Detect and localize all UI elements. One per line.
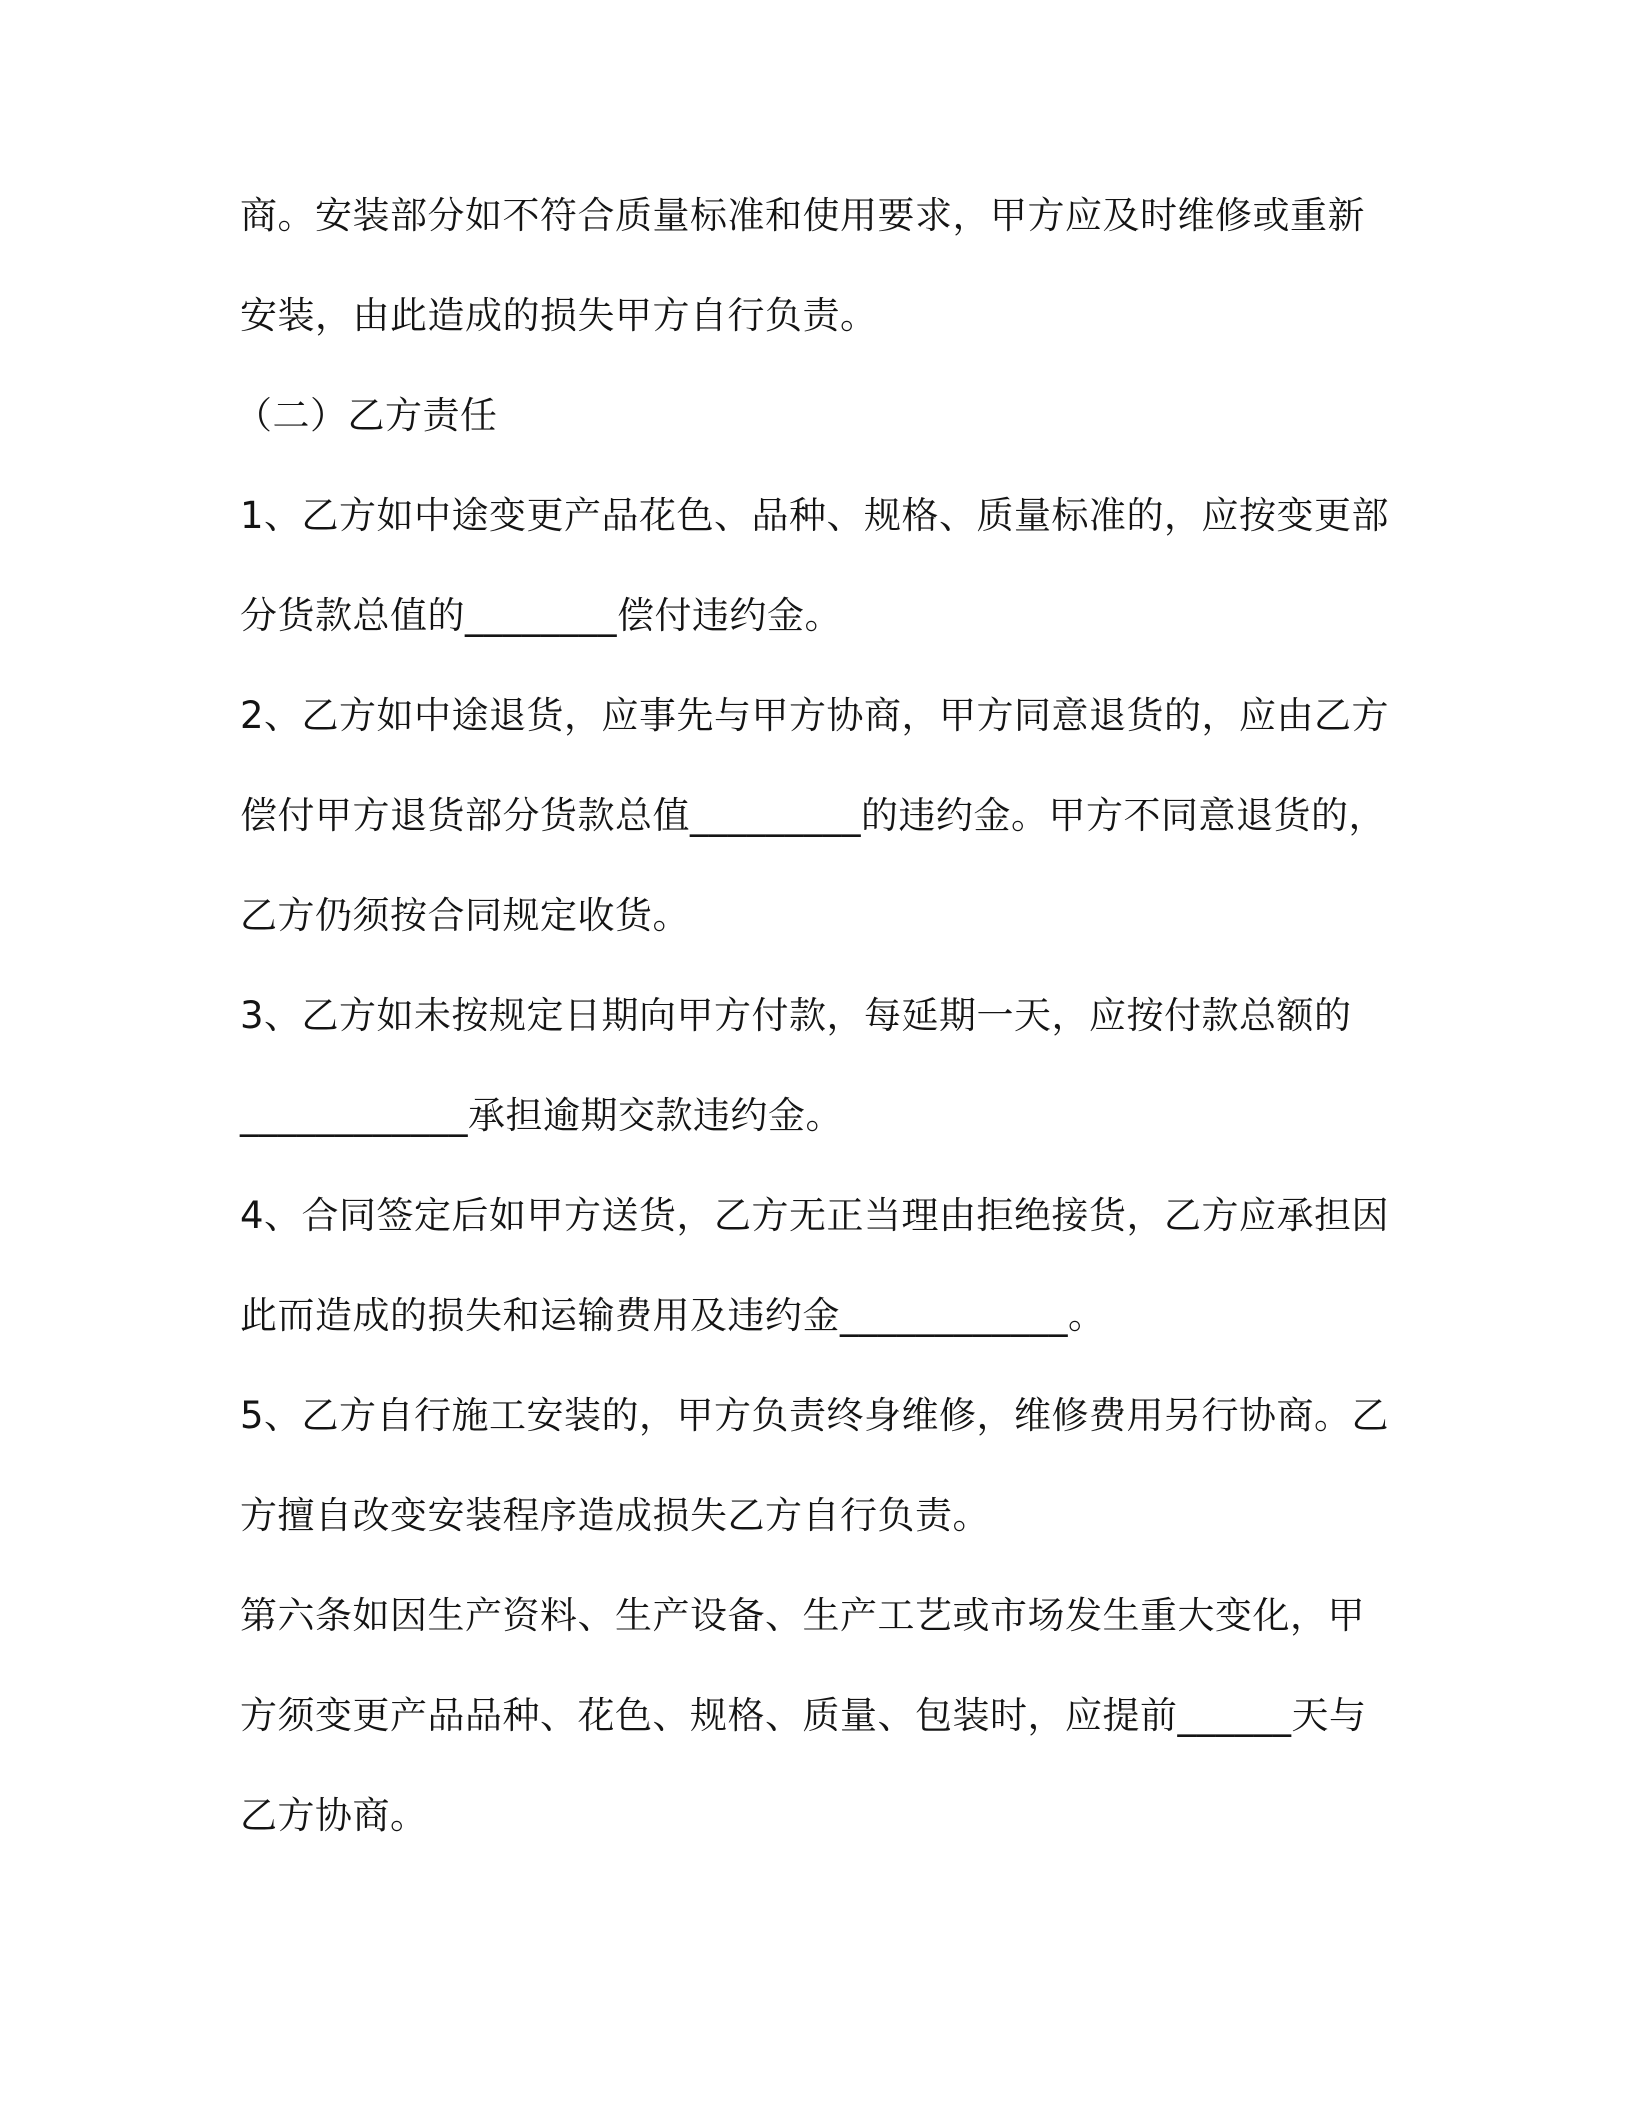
clause-4-line: 4、合同签定后如甲方送货，乙方无正当理由拒绝接货，乙方应承担因 [240, 1194, 1390, 1237]
article-6-line: 第六条如因生产资料、生产设备、生产工艺或市场发生重大变化，甲 [240, 1594, 1365, 1637]
article-6-line: 方须变更产品品种、花色、规格、质量、包装时，应提前______天与 [240, 1694, 1367, 1737]
clause-2-line: 2、乙方如中途退货，应事先与甲方协商，甲方同意退货的，应由乙方 [240, 694, 1390, 737]
article-6-line: 乙方协商。 [240, 1794, 428, 1837]
clause-2-line: 偿付甲方退货部分货款总值_________的违约金。甲方不同意退货的， [240, 794, 1386, 837]
clause-1-line: 分货款总值的________偿付违约金。 [240, 594, 842, 637]
clause-4-line: 此而造成的损失和运输费用及违约金____________。 [240, 1294, 1106, 1337]
section-heading: （二）乙方责任 [235, 394, 498, 437]
clause-3-line: 3、乙方如未按规定日期向甲方付款，每延期一天，应按付款总额的 [240, 994, 1352, 1037]
paragraph-line: 商。安装部分如不符合质量标准和使用要求，甲方应及时维修或重新 [240, 194, 1365, 237]
paragraph-line: 安装，由此造成的损失甲方自行负责。 [240, 294, 878, 337]
clause-5-line: 方擅自改变安装程序造成损失乙方自行负责。 [240, 1494, 990, 1537]
clause-1-line: 1、乙方如中途变更产品花色、品种、规格、质量标准的，应按变更部 [240, 494, 1390, 537]
clause-3-line: ____________承担逾期交款违约金。 [240, 1094, 843, 1137]
clause-5-line: 5、乙方自行施工安装的，甲方负责终身维修，维修费用另行协商。乙 [240, 1394, 1390, 1437]
clause-2-line: 乙方仍须按合同规定收货。 [240, 894, 690, 937]
